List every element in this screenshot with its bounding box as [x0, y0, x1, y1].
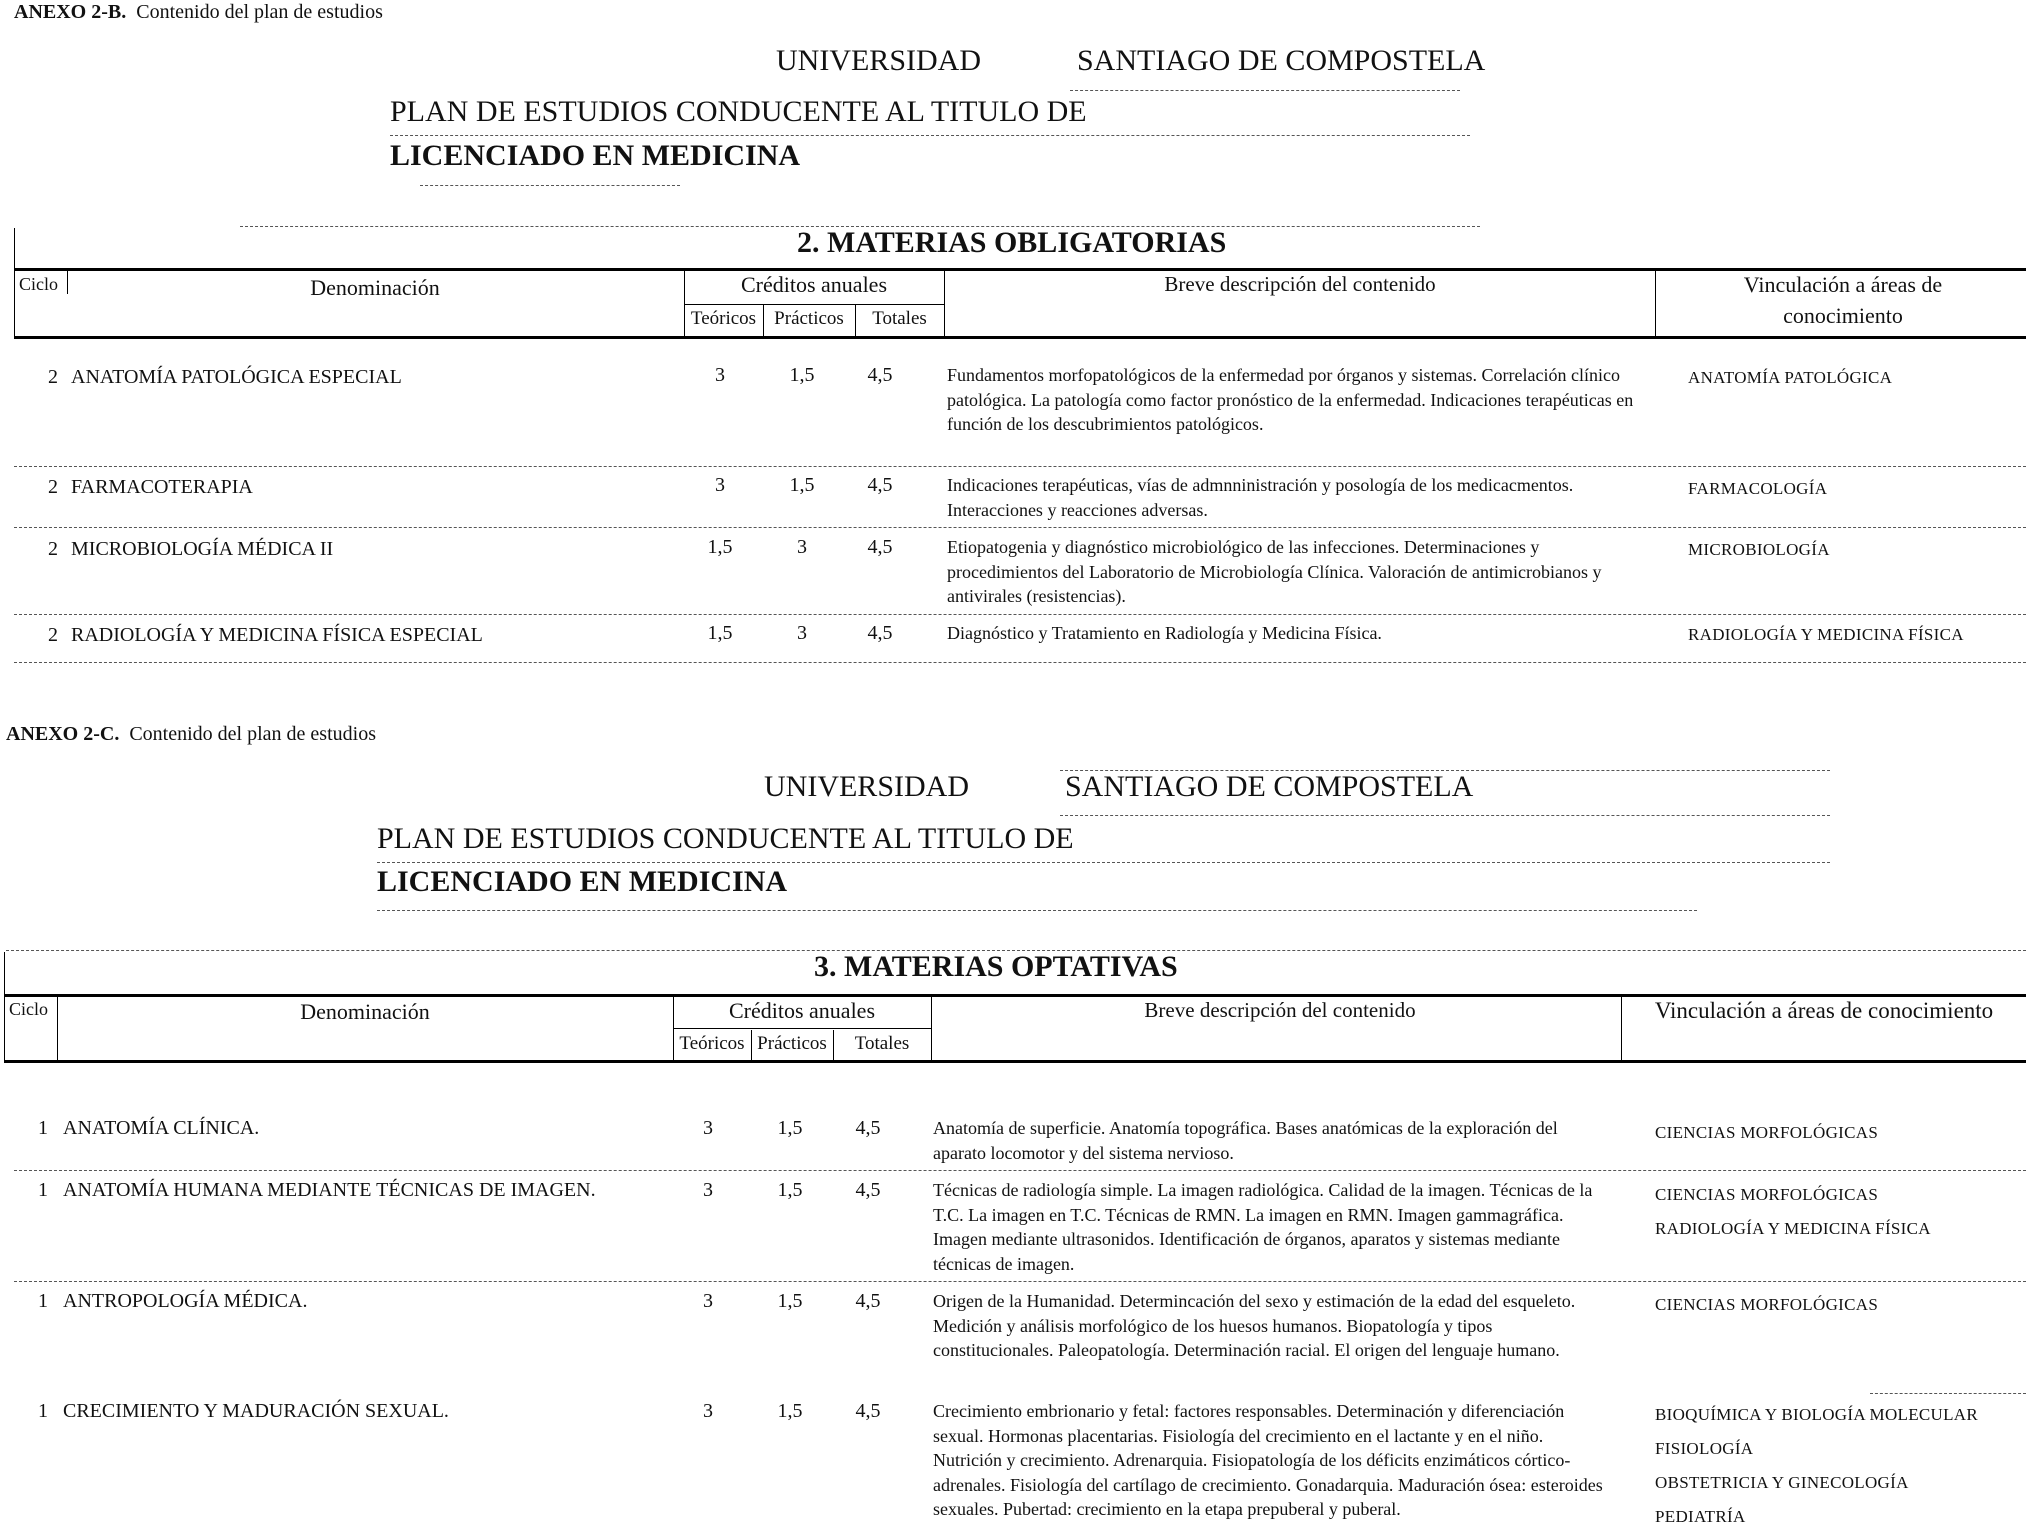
- row-divider: [14, 614, 2026, 615]
- row-area: PEDIATRÍA: [1655, 1507, 1746, 1526]
- annex-c-header-practicos: Prácticos: [757, 1033, 827, 1054]
- row-divider: [1870, 1393, 2026, 1394]
- annex-c-universidad-name: SANTIAGO DE COMPOSTELA: [1065, 770, 1474, 803]
- annex-b-table-top-rule: [14, 268, 2026, 271]
- annex-c-heading: [6, 723, 376, 746]
- annex-c-sep-ciclo: [57, 996, 58, 1060]
- row-practicos: 1,5: [777, 1117, 803, 1139]
- annex-c-header-totales: Totales: [854, 1033, 910, 1054]
- row-ciclo: 2: [48, 538, 58, 560]
- row-area: FARMACOLOGÍA: [1688, 479, 1828, 498]
- row-name: ANATOMÍA PATOLÓGICA ESPECIAL: [71, 366, 402, 388]
- row-totales: 4,5: [867, 364, 893, 386]
- row-name: RADIOLOGÍA Y MEDICINA FÍSICA ESPECIAL: [71, 624, 483, 646]
- row-description: Diagnóstico y Tratamiento en Radiología y Medicina Física.: [947, 623, 1382, 643]
- row-name: ANATOMÍA CLÍNICA.: [63, 1117, 260, 1139]
- annex-c-titulo-underline: [377, 910, 1697, 911]
- annex-b-subtitle: Contenido del plan de estudios: [136, 1, 383, 23]
- row-area: CIENCIAS MORFOLÓGICAS: [1655, 1123, 1879, 1142]
- annex-b-sep-totales: [944, 270, 945, 336]
- annex-b-sep-ciclo: [67, 270, 68, 294]
- annex-c-sep-descripcion: [1621, 996, 1622, 1060]
- annex-c-header-vinculacion: Vinculación a áreas de conocimiento: [1654, 998, 1994, 1023]
- row-practicos: 1,5: [777, 1290, 803, 1312]
- annex-c-sep-totales: [931, 996, 932, 1060]
- annex-c-universidad-label: UNIVERSIDAD: [764, 770, 969, 803]
- row-area: OBSTETRICIA Y GINECOLOGÍA: [1655, 1473, 1909, 1492]
- row-divider: [14, 1170, 2026, 1171]
- row-ciclo: 1: [38, 1290, 48, 1312]
- row-description: Origen de la Humanidad. Determincación del sexo y estimación de la edad del esqueleto. Medición y análisis morfológico de los huesos humanos. Biopatología y tipos constitucionales. Paleopatología. Determinación racial. El origen del lenguaje humano.: [933, 1291, 1576, 1360]
- row-area: ANATOMÍA PATOLÓGICA: [1688, 368, 1893, 387]
- annex-b-universidad-label: UNIVERSIDAD: [776, 44, 981, 77]
- row-divider: [14, 662, 2026, 663]
- row-totales: 4,5: [867, 622, 893, 644]
- row-teoricos: 3: [715, 474, 725, 496]
- row-area: CIENCIAS MORFOLÓGICAS: [1655, 1185, 1879, 1204]
- row-divider: [14, 466, 2026, 467]
- annex-c-table-header-rule: [4, 1060, 2026, 1063]
- annex-b-universidad-name: SANTIAGO DE COMPOSTELA: [1077, 44, 1486, 77]
- annex-b-universidad-underline: [1070, 90, 1460, 91]
- annex-c-titulo: LICENCIADO EN MEDICINA: [377, 865, 788, 898]
- annex-b-plan-underline: [390, 135, 1470, 136]
- annex-b-header-vinculacion-1: Vinculación a áreas de: [1743, 272, 1943, 297]
- annex-b-header-ciclo: Ciclo: [19, 274, 58, 294]
- annex-b-plan-label: PLAN DE ESTUDIOS CONDUCENTE AL TITULO DE: [390, 95, 1087, 128]
- row-description: Anatomía de superficie. Anatomía topográfica. Bases anatómicas de la exploración del aparato locomotor y del sistema nervioso.: [933, 1118, 1558, 1163]
- row-description: Indicaciones terapéuticas, vías de admnninistración y posología de los medicacmentos. Interacciones y reacciones adversas.: [947, 475, 1574, 520]
- annex-c-header-denominacion: Denominación: [300, 999, 430, 1024]
- row-ciclo: 2: [48, 624, 58, 646]
- row-practicos: 1,5: [777, 1400, 803, 1422]
- row-practicos: 1,5: [777, 1179, 803, 1201]
- annex-b-left-border: [14, 228, 15, 336]
- annex-b-header-descripcion: Breve descripción del contenido: [1164, 272, 1436, 296]
- row-description: Técnicas de radiología simple. La imagen radiológica. Calidad de la imagen. Técnicas de la T.C. La imagen en T.C. Técnicas de RMN. La imagen en RMN. Imagen gammagráfica. Imagen mediante ultrasonidos. Identificación de órganos, aparatos y sistemas mediante técnicas de imagen.: [933, 1180, 1593, 1274]
- row-practicos: 3: [797, 536, 807, 558]
- row-ciclo: 2: [48, 366, 58, 388]
- row-practicos: 3: [797, 622, 807, 644]
- row-totales: 4,5: [855, 1290, 881, 1312]
- row-practicos: 1,5: [789, 364, 815, 386]
- row-teoricos: 1,5: [707, 622, 733, 644]
- annex-c-subtitle: Contenido del plan de estudios: [129, 723, 376, 745]
- row-description: Crecimiento embrionario y fetal: factores responsables. Determinación y diferenciación sexual. Hormonas placentarias. Fisiología del crecimiento en el lactante y en el niño. Nutrición y crecimiento. Adrenarquia. Fisiopatología de los déficits enzimáticos córtico-adrenales. Fisiología del cartílago de crecimiento. Gonadarquia. Maduración ósea: esteroides sexuales. Pubertad: crecimiento en la etapa prepuberal y puberal.: [933, 1401, 1603, 1519]
- annex-b-header-teoricos: Teóricos: [690, 308, 757, 329]
- row-teoricos: 3: [715, 364, 725, 386]
- row-divider: [14, 527, 2026, 528]
- row-area: MICROBIOLOGÍA: [1688, 540, 1830, 559]
- annex-b-table-header-rule: [14, 336, 2026, 339]
- annex-b-header-denominacion: Denominación: [310, 275, 440, 300]
- annex-c-table-top-rule: [4, 994, 2026, 997]
- row-area: BIOQUÍMICA Y BIOLOGÍA MOLECULAR: [1655, 1405, 1979, 1424]
- row-ciclo: 2: [48, 476, 58, 498]
- row-totales: 4,5: [855, 1117, 881, 1139]
- row-teoricos: 3: [703, 1179, 713, 1201]
- row-ciclo: 1: [38, 1400, 48, 1422]
- annex-c-creditos-subrule: [673, 1028, 931, 1029]
- annex-b-code: ANEXO 2-B.: [14, 1, 127, 23]
- row-practicos: 1,5: [789, 474, 815, 496]
- annex-b-section-title: 2. MATERIAS OBLIGATORIAS: [797, 226, 1227, 259]
- row-ciclo: 1: [38, 1117, 48, 1139]
- row-area: CIENCIAS MORFOLÓGICAS: [1655, 1295, 1879, 1314]
- row-description: Fundamentos morfopatológicos de la enfermedad por órganos y sistemas. Correlación clínico patológica. La patología como factor pronóstico de la enfermedad. Indicaciones terapéuticas en función de los descubrimientos patológicos.: [947, 365, 1634, 434]
- row-name: ANATOMÍA HUMANA MEDIANTE TÉCNICAS DE IMAGEN.: [63, 1179, 596, 1201]
- annex-b-titulo: LICENCIADO EN MEDICINA: [390, 139, 801, 172]
- annex-c-plan-underline: [377, 862, 1830, 863]
- annex-c-section-title: 3. MATERIAS OPTATIVAS: [814, 950, 1178, 983]
- annex-b-header-totales: Totales: [872, 308, 927, 329]
- row-name: ANTROPOLOGÍA MÉDICA.: [63, 1290, 308, 1312]
- row-ciclo: 1: [38, 1179, 48, 1201]
- row-teoricos: 3: [703, 1290, 713, 1312]
- annex-b-sep-descripcion: [1655, 270, 1656, 336]
- annex-b-creditos-subrule: [684, 304, 944, 305]
- row-name: CRECIMIENTO Y MADURACIÓN SEXUAL.: [63, 1400, 449, 1422]
- row-totales: 4,5: [867, 474, 893, 496]
- annex-c-plan-label: PLAN DE ESTUDIOS CONDUCENTE AL TITULO DE: [377, 822, 1074, 855]
- annex-c-code: ANEXO 2-C.: [6, 723, 120, 745]
- annex-c-left-border: [4, 952, 5, 1060]
- row-name: FARMACOTERAPIA: [71, 476, 253, 498]
- annex-b-header-practicos: Prácticos: [774, 308, 844, 329]
- annex-b-header-vinculacion-2: conocimiento: [1783, 303, 1903, 328]
- annex-b-titulo-underline: [420, 185, 680, 186]
- annex-c-header-creditos: Créditos anuales: [728, 998, 876, 1023]
- row-teoricos: 3: [703, 1400, 713, 1422]
- row-teoricos: 3: [703, 1117, 713, 1139]
- annex-c-header-descripcion: Breve descripción del contenido: [1144, 998, 1416, 1022]
- annex-c-universidad-underline: [1060, 815, 1830, 816]
- row-teoricos: 1,5: [707, 536, 733, 558]
- annex-b-heading: [14, 1, 383, 24]
- row-divider: [14, 1281, 2026, 1282]
- row-area: FISIOLOGÍA: [1655, 1439, 1754, 1458]
- row-area: RADIOLOGÍA Y MEDICINA FÍSICA: [1655, 1219, 1931, 1238]
- row-totales: 4,5: [855, 1400, 881, 1422]
- row-name: MICROBIOLOGÍA MÉDICA II: [71, 538, 334, 560]
- annex-c-header-ciclo: Ciclo: [9, 999, 48, 1019]
- row-area: RADIOLOGÍA Y MEDICINA FÍSICA: [1688, 625, 1964, 644]
- row-totales: 4,5: [867, 536, 893, 558]
- annex-b-header-creditos: Créditos anuales: [740, 272, 888, 297]
- annex-c-header-teoricos: Teóricos: [679, 1033, 745, 1054]
- row-totales: 4,5: [855, 1179, 881, 1201]
- row-description: Etiopatogenia y diagnóstico microbiológico de las infecciones. Determinaciones y procedimientos del Laboratorio de Microbiología Clínica. Valoración de antimicrobianos y antivirales (resistencias).: [947, 537, 1602, 606]
